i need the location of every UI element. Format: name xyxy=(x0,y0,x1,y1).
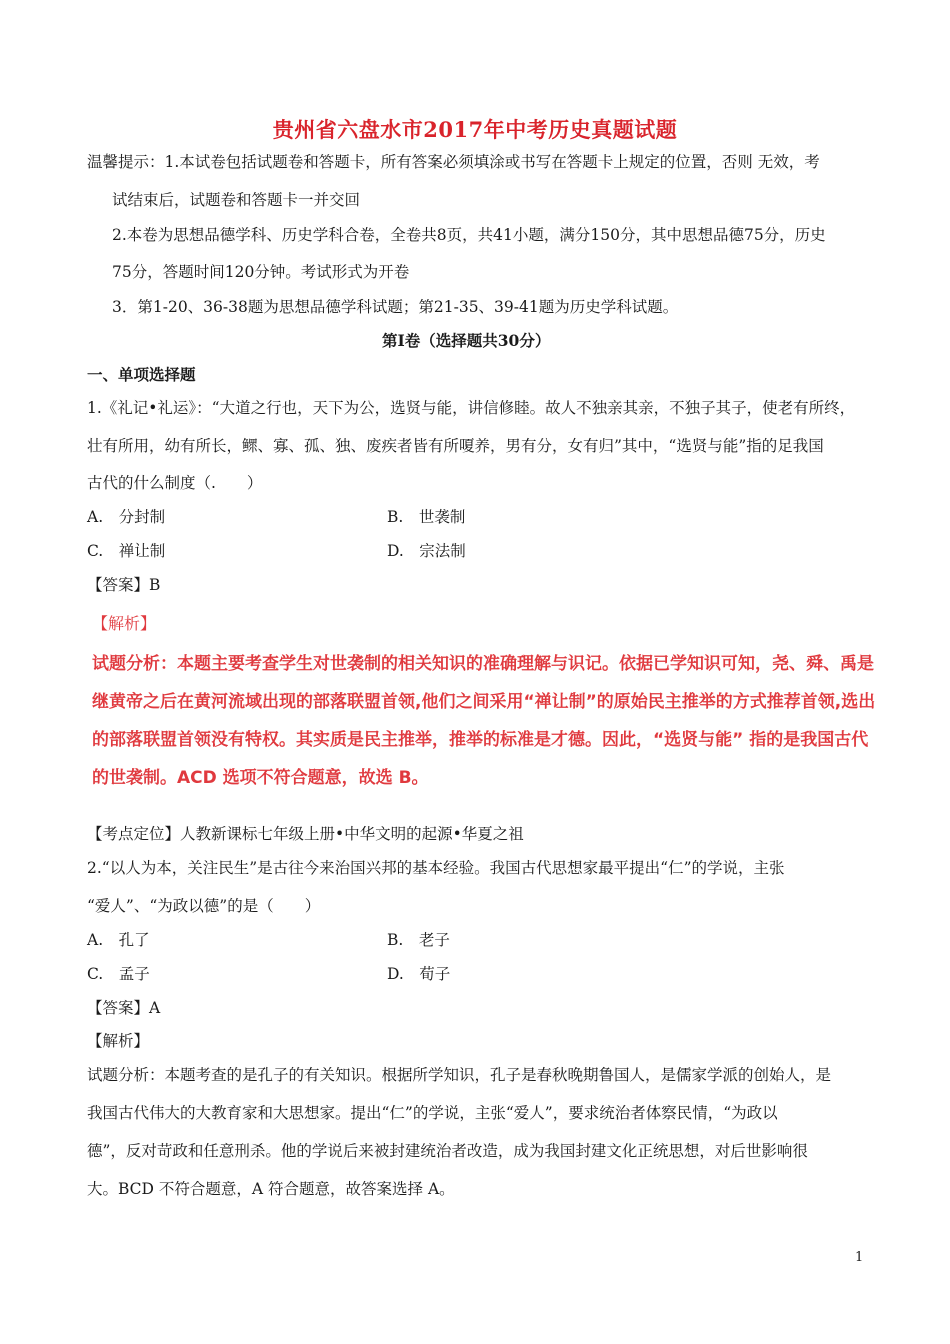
q1-analysis-line-2: 继黄帝之后在黄河流域出现的部落联盟首领,他们之间采用“禅让制”的原始民主推举的方式推荐首领,选出 xyxy=(92,692,876,712)
notice-line-4: 75分，答题时间120分钟。考试形式为开卷 xyxy=(112,263,410,281)
document-title: 贵州省六盘水市2017年中考历史真题试题 xyxy=(272,117,678,142)
q2-analysis-line-3: 德”，反对苛政和任意刑杀。他的学说后来被封建统治者改造，成为我国封建文化正统思想，对后世影响很 xyxy=(87,1142,808,1160)
notice-line-1: 温馨提示：1.本试卷包括试题卷和答题卡，所有答案必须填涂或书写在答题卡上规定的位置，否则 无效，考 xyxy=(87,153,820,171)
q1-option-c: C. 禅让制 xyxy=(87,542,166,560)
notice-line-5: 3．第1-20、36-38题为思想品德学科试题；第21-35、39-41题为历史学科试题。 xyxy=(112,298,679,316)
q1-analysis-line-1: 试题分析：本题主要考查学生对世袭制的相关知识的准确理解与识记。依据已学知识可知，尧、舜、禹是 xyxy=(92,654,874,674)
q1-analysis-label: 【解析】 xyxy=(92,614,157,633)
q2-option-b: B. 老子 xyxy=(387,931,450,949)
q2-option-a: A. 孔了 xyxy=(87,931,150,949)
q2-stem-line-2: “爱人”、“为政以德”的是（ ） xyxy=(87,897,321,915)
q2-option-d: D. 荀子 xyxy=(387,965,451,983)
q2-analysis-line-4: 大。BCD 不符合题意，A 符合题意，故答案选择 A。 xyxy=(87,1180,455,1198)
q1-option-a: A. 分封制 xyxy=(87,508,166,526)
q2-option-c: C. 孟子 xyxy=(87,965,150,983)
notice-line-2: 试结束后，试题卷和答题卡一并交回 xyxy=(112,191,361,209)
q2-analysis-label: 【解析】 xyxy=(87,1032,150,1050)
page-number: 1 xyxy=(855,1250,864,1265)
q1-stem-line-3: 古代的什么制度（. ） xyxy=(87,474,263,492)
q1-kaodian: 【考点定位】人教新课标七年级上册•中华文明的起源•华夏之祖 xyxy=(87,825,524,843)
q2-analysis-line-1: 试题分析：本题考查的是孔子的有关知识。根据所学知识，孔子是春秋晚期鲁国人，是儒家学派的创始人，是 xyxy=(87,1066,832,1084)
q2-answer: 【答案】A xyxy=(87,999,161,1017)
q1-option-d: D. 宗法制 xyxy=(387,542,466,560)
q1-analysis-line-4: 的世袭制。ACD 选项不符合题意，故选 B。 xyxy=(92,768,429,788)
q1-answer: 【答案】B xyxy=(87,576,161,594)
q1-stem-line-1: 1.《礼记•礼运》：“大道之行也，天下为公，选贤与能，讲信修睦。故人不独亲其亲，不独子其子，使老有所终， xyxy=(87,399,856,417)
q1-stem-line-2: 壮有所用，幼有所长，鳏、寡、孤、独、废疾者皆有所嗄养，男有分，女有归”其中，“选贤与能”指的足我国 xyxy=(87,437,824,455)
part-title: 一、单项选择题 xyxy=(87,365,196,384)
section-title: 第Ⅰ卷（选择题共30分） xyxy=(382,331,551,350)
notice-line-3: 2.本卷为思想品德学科、历史学科合卷，全卷共8页，共41小题，满分150分，其中思想品德75分，历史 xyxy=(112,226,826,244)
q2-analysis-line-2: 我国古代伟大的大教育家和大思想家。提出“仁”的学说，主张“爱人”，要求统治者体察民情，“为政以 xyxy=(87,1104,778,1122)
q1-option-b: B. 世袭制 xyxy=(387,508,466,526)
q2-stem-line-1: 2.“以人为本，关注民生”是古往今来治国兴邦的基本经验。我国古代思想家最平提出“仁”的学说，主张 xyxy=(87,859,785,877)
q1-analysis-line-3: 的部落联盟首领没有特权。其实质是民主推举，推举的标准是才德。因此，“选贤与能” 指的是我国古代 xyxy=(92,730,869,750)
